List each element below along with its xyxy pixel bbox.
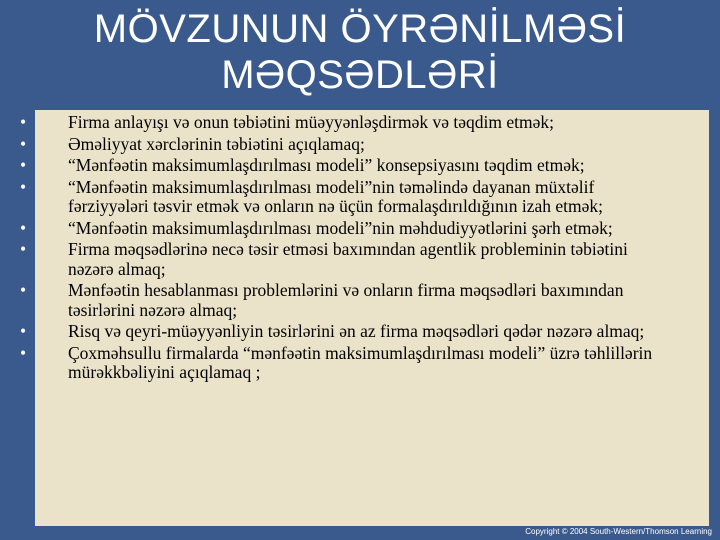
list-item-text: “Mənfəətin maksimumlaşdırılması modeli”nin təməlində dayanan müxtəlif fərziyyələri təsvir etmək və onların nə üçün formalaşdırıldığının izah etmək;: [68, 176, 604, 216]
bullet-icon: •: [20, 176, 27, 197]
list-item-text: Firma anlayışı və onun təbiətini müəyyənləşdirmək və təqdim etmək;: [68, 112, 554, 132]
list-item-text: “Mənfəətin maksimumlaşdırılması modeli” konsepsiyasını təqdim etmək;: [68, 155, 585, 175]
bullet-icon: •: [20, 239, 27, 259]
list-item: [20, 178, 670, 217]
list-item: [20, 156, 670, 176]
bullet-icon: •: [20, 217, 27, 238]
list-item: [20, 240, 670, 279]
slide-title: [0, 6, 720, 98]
list-item-text: “Mənfəətin maksimumlaşdırılması modeli”nin məhdudiyyətlərini şərh etmək;: [68, 217, 613, 238]
bullet-icon: •: [20, 321, 27, 341]
list-item: [20, 281, 670, 320]
list-item-text: Firma məqsədlərinə necə təsir etməsi baxımından agentlik probleminin təbiətini nəzərə almaq;: [68, 239, 628, 279]
list-item: [20, 113, 670, 133]
list-item-text: Risq və qeyri-müəyyənliyin təsirlərini ən az firma məqsədləri qədər nəzərə almaq;: [68, 321, 645, 341]
bullet-icon: •: [20, 112, 27, 132]
bullet-icon: •: [20, 133, 27, 154]
list-item: [20, 219, 670, 239]
list-item-text: Mənfəətin hesablanması problemlərini və onların firma məqsədləri baxımından təsirlərini nəzərə almaq;: [68, 280, 624, 320]
bullet-icon: •: [20, 155, 27, 175]
list-item-text: Əməliyyat xərclərinin təbiətini açıqlamaq;: [68, 133, 365, 154]
bullet-icon: •: [20, 280, 27, 300]
objectives-list: [20, 113, 670, 385]
bullet-icon: •: [20, 342, 27, 363]
list-item: [20, 344, 670, 383]
slide-title-line-2: MƏQSƏDLƏRİ: [221, 53, 499, 97]
slide-title-line-1: MÖVZUNUN ÖYRƏNİLMƏSİ: [93, 7, 627, 51]
copyright-footer: Copyright © 2004 South-Western/Thomson Learning: [525, 527, 712, 536]
list-item: [20, 322, 670, 342]
list-item: [20, 135, 670, 155]
list-item-text: Çoxməhsullu firmalarda “mənfəətin maksimumlaşdırılması modeli” üzrə təhlillərin mürəkkbəliyini açıqlamaq ;: [68, 342, 653, 382]
